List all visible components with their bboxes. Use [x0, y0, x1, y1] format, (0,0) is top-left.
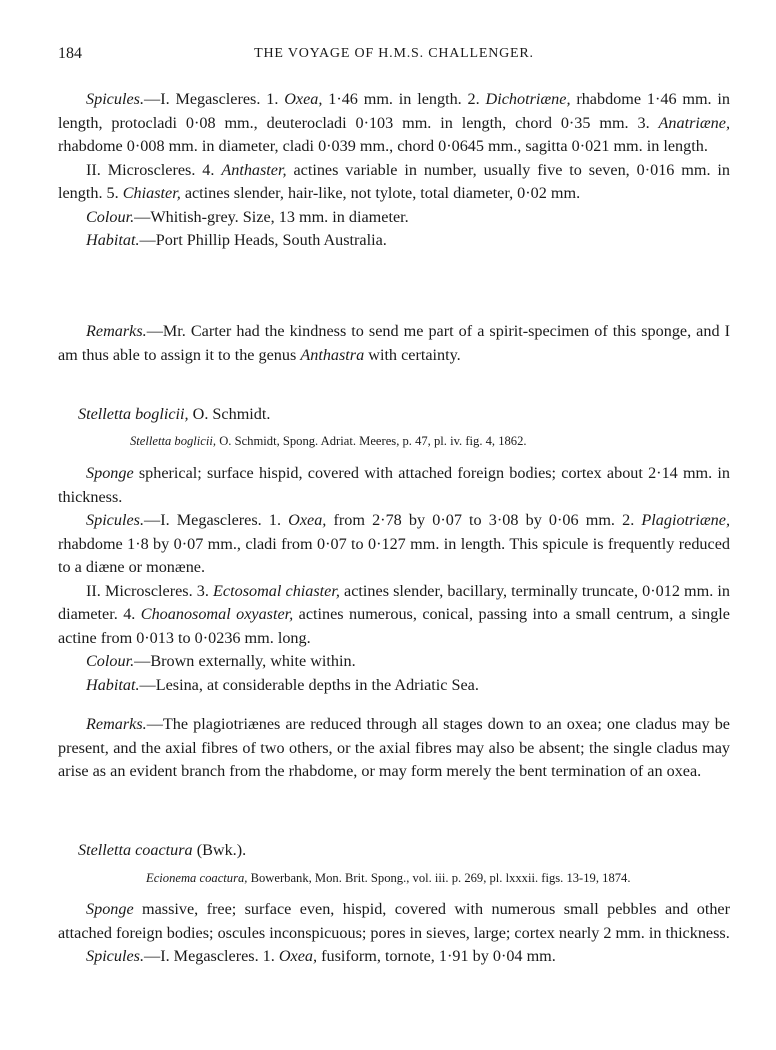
synonymy-reference: Stelletta boglicii, O. Schmidt, Spong. Adriat. Meeres, p. 47, pl. iv. fig. 4, 1862. — [130, 434, 527, 448]
boglicii-description — [58, 462, 730, 697]
anthastra-section — [58, 88, 730, 253]
coactura-description — [58, 898, 730, 969]
spicules-paragraph: Spicules.—I. Megascleres. 1. Oxea, fusiform, tornote, 1·91 by 0·04 mm. — [86, 947, 556, 965]
species-title: Stelletta boglicii, O. Schmidt. — [78, 405, 271, 423]
anthastra-remarks — [58, 320, 730, 367]
remarks-paragraph: Remarks.—The plagiotriænes are reduced through all stages down to an oxea; one cladus may be present, and the axial fibres of two others, or the axial fibres may also be absent; the single cladus may arise as an evident branch from the rhabdome, or may form merely the bent termination of an oxea. — [58, 715, 730, 780]
habitat-paragraph: Habitat.—Port Phillip Heads, South Australia. — [86, 231, 387, 249]
spicules-paragraph: Spicules.—I. Megascleres. 1. Oxea, from 2·78 by 0·07 to 3·08 by 0·06 mm. 2. Plagiotriæne, rhabdome 1·8 by 0·07 mm., cladi from 0·07 to 0·127 mm. in length. This spicule is frequently reduced to a diæne or monæne. — [58, 511, 730, 576]
spicules-paragraph: Spicules.—I. Megascleres. 1. Oxea, 1·46 mm. in length. 2. Dichotriæne, rhabdome 1·46 mm. in length, protocladi 0·08 mm., deuterocladi 0·103 mm. in length, chord 0·35 mm. 3. Anatriæne, rhabdome 0·008 mm. in diameter, cladi 0·039 mm., chord 0·0645 mm., sagitta 0·021 mm. in length. — [58, 90, 731, 155]
remarks-paragraph: Remarks.—Mr. Carter had the kindness to send me part of a spirit-specimen of this sponge, and I am thus able to assign it to the genus Anthastra with certainty. — [58, 322, 730, 364]
habitat-paragraph: Habitat.—Lesina, at considerable depths in the Adriatic Sea. — [86, 675, 479, 694]
sponge-paragraph: Sponge spherical; surface hispid, covered with attached foreign bodies; cortex about 2·14 mm. in thickness. — [58, 464, 730, 506]
coactura-reference — [58, 869, 730, 887]
sponge-paragraph: Sponge massive, free; surface even, hispid, covered with numerous small pebbles and other attached foreign bodies; oscules inconspicuous; pores in sieves, large; cortex nearly 2 mm. in thickness. — [58, 900, 730, 942]
colour-paragraph: Colour.—Brown externally, white within. — [86, 652, 356, 670]
boglicii-heading — [58, 403, 730, 427]
spicules-label: Spicules. — [86, 90, 144, 108]
page-header — [58, 45, 730, 67]
page-number: 184 — [58, 45, 82, 62]
microscleres-paragraph: II. Microscleres. 4. Anthaster, actines variable in number, usually five to seven, 0·016 mm. in length. 5. Chiaster, actines slender, hair-like, not tylote, total diameter, 0·02 mm. — [58, 160, 731, 202]
microscleres-paragraph: II. Microscleres. 3. Ectosomal chiaster, actines slender, bacillary, terminally truncate, 0·012 mm. in diameter. 4. Choanosomal oxyaster, actines numerous, conical, passing into a small centrum, a single actine from 0·013 to 0·0236 mm. long. — [58, 581, 730, 647]
coactura-heading — [58, 839, 730, 863]
running-title: THE VOYAGE OF H.M.S. CHALLENGER. — [254, 46, 534, 61]
species-title: Stelletta coactura (Bwk.). — [78, 841, 247, 859]
synonymy-reference: Ecionema coactura, Bowerbank, Mon. Brit. Spong., vol. iii. p. 269, pl. lxxxii. figs. 13-19, 1874. — [146, 871, 631, 885]
boglicii-reference — [58, 432, 730, 450]
boglicii-remarks — [58, 713, 730, 784]
colour-paragraph: Colour.—Whitish-grey. Size, 13 mm. in diameter. — [86, 207, 409, 226]
